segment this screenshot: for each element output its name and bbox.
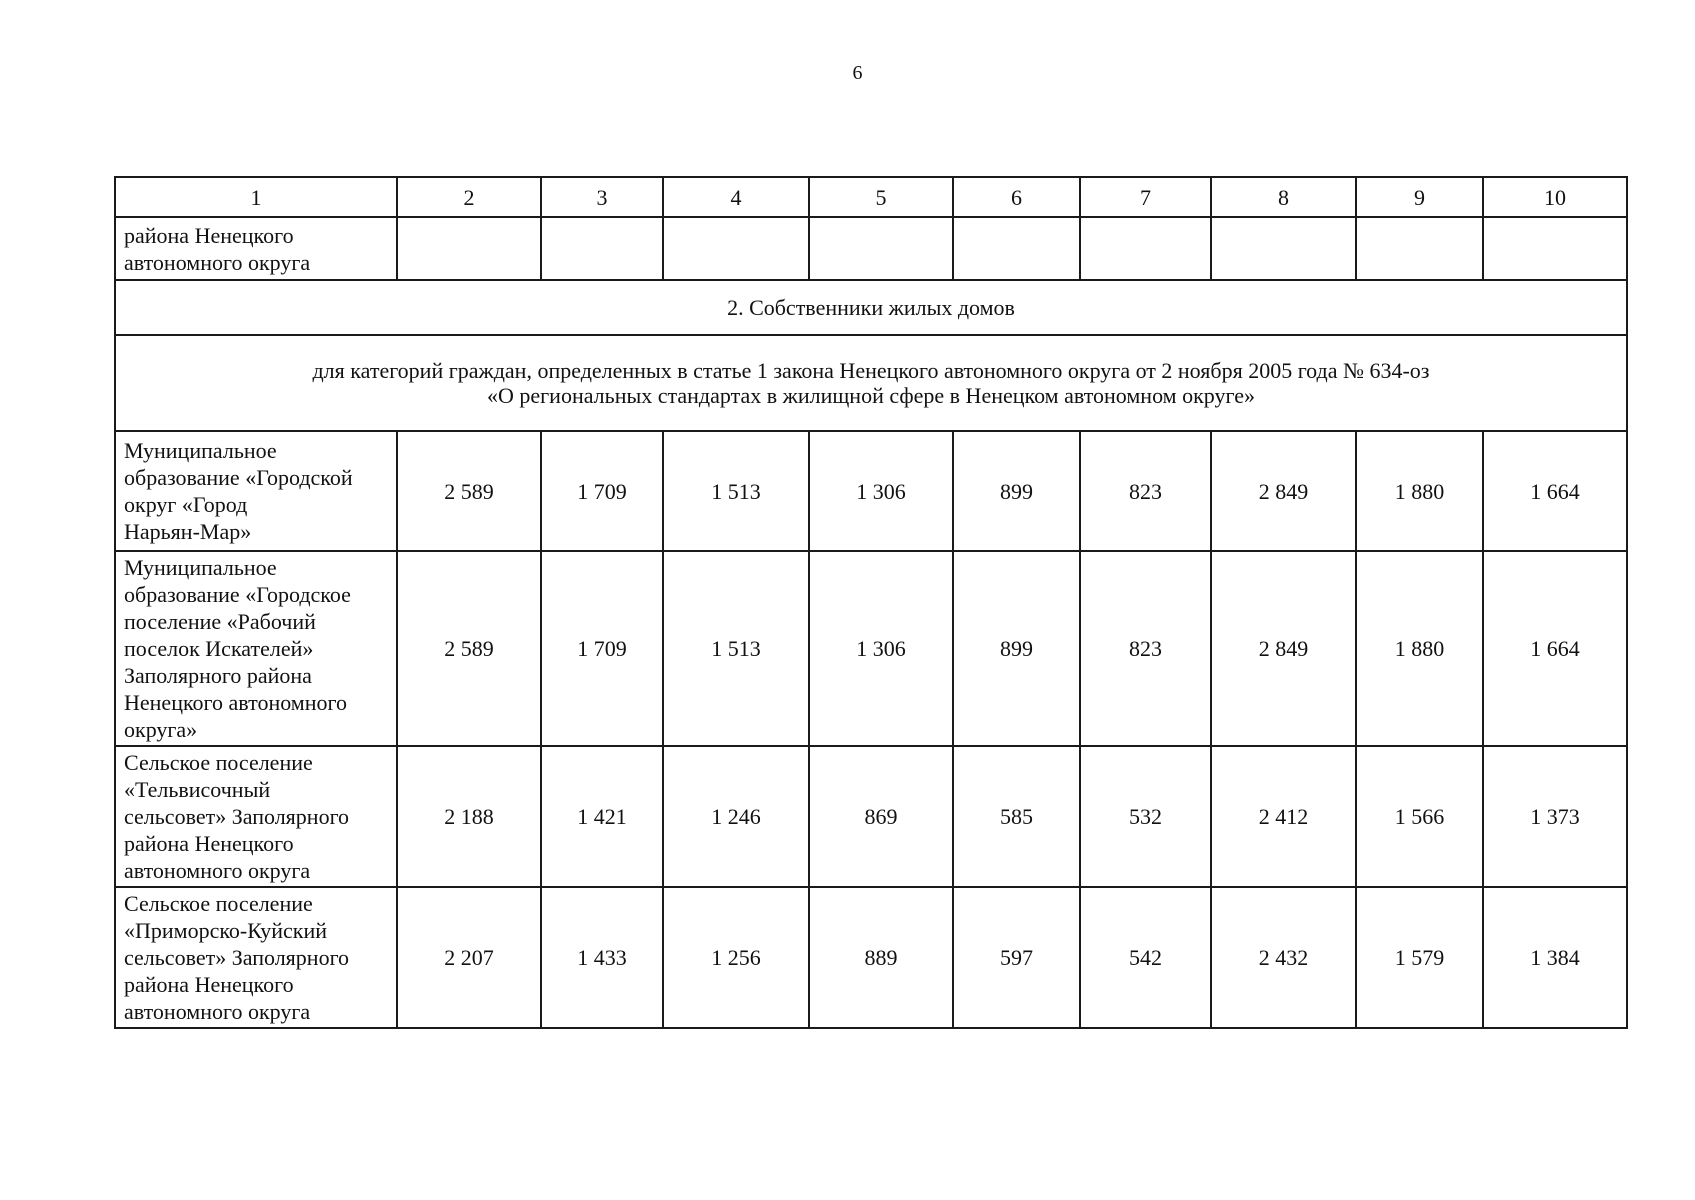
value-cell: 2 188 bbox=[397, 746, 541, 887]
row-name-line: Ненецкого автономного bbox=[124, 690, 347, 715]
column-number: 8 bbox=[1211, 177, 1356, 217]
value-cell: 1 709 bbox=[541, 431, 663, 551]
data-table bbox=[114, 176, 1628, 1029]
row-name-cell bbox=[115, 551, 397, 746]
value-cell: 1 709 bbox=[541, 551, 663, 746]
row-name-line: района Ненецкого bbox=[124, 831, 294, 856]
subsection-heading bbox=[115, 335, 1627, 431]
value-cell: 889 bbox=[809, 887, 953, 1028]
row-name-line: «Приморско-Куйский bbox=[124, 918, 328, 943]
row-name-line: Муниципальное bbox=[124, 555, 277, 580]
row-name-line: сельсовет» Заполярного bbox=[124, 945, 350, 970]
empty-cell bbox=[1211, 217, 1356, 280]
row-name-line: Нарьян-Мар» bbox=[124, 519, 252, 544]
column-number: 7 bbox=[1080, 177, 1211, 217]
subsection-line: для категорий граждан, определенных в статье 1 закона Ненецкого автономного округа от 2 ноября 2005 года № 634-оз bbox=[312, 358, 1430, 383]
value-cell: 2 432 bbox=[1211, 887, 1356, 1028]
value-cell: 1 566 bbox=[1356, 746, 1483, 887]
row-name-line: образование «Городской bbox=[124, 465, 353, 490]
row-name-line: автономного округа bbox=[124, 858, 311, 883]
value-cell: 899 bbox=[953, 551, 1080, 746]
empty-cell bbox=[397, 217, 541, 280]
row-name-line: «Тельвисочный bbox=[124, 777, 271, 802]
value-cell: 1 384 bbox=[1483, 887, 1627, 1028]
column-number: 10 bbox=[1483, 177, 1627, 217]
column-number: 6 bbox=[953, 177, 1080, 217]
empty-cell bbox=[1356, 217, 1483, 280]
table-row bbox=[115, 551, 1627, 746]
value-cell: 1 513 bbox=[663, 431, 809, 551]
value-cell: 542 bbox=[1080, 887, 1211, 1028]
row-name-line: сельсовет» Заполярного bbox=[124, 804, 350, 829]
value-cell: 1 664 bbox=[1483, 431, 1627, 551]
value-cell: 585 bbox=[953, 746, 1080, 887]
value-cell: 1 421 bbox=[541, 746, 663, 887]
value-cell: 823 bbox=[1080, 551, 1211, 746]
row-name-line: поселение «Рабочий bbox=[124, 609, 316, 634]
empty-cell bbox=[1483, 217, 1627, 280]
row-name-line: округ «Город bbox=[124, 492, 248, 517]
value-cell: 2 589 bbox=[397, 431, 541, 551]
column-number: 9 bbox=[1356, 177, 1483, 217]
row-name-cell bbox=[115, 746, 397, 887]
value-cell: 1 880 bbox=[1356, 551, 1483, 746]
value-cell: 2 589 bbox=[397, 551, 541, 746]
value-cell: 1 306 bbox=[809, 431, 953, 551]
section-title: 2. Собственники жилых домов bbox=[115, 280, 1627, 335]
row-name-line: района Ненецкого bbox=[124, 972, 294, 997]
row-name-line: Сельское поселение bbox=[124, 891, 313, 916]
empty-cell bbox=[663, 217, 809, 280]
value-cell: 1 579 bbox=[1356, 887, 1483, 1028]
value-cell: 597 bbox=[953, 887, 1080, 1028]
empty-cell bbox=[1080, 217, 1211, 280]
row-name-cell bbox=[115, 431, 397, 551]
section-row bbox=[115, 280, 1627, 335]
column-number: 2 bbox=[397, 177, 541, 217]
column-number: 5 bbox=[809, 177, 953, 217]
row-name-line: образование «Городское bbox=[124, 582, 351, 607]
column-number: 3 bbox=[541, 177, 663, 217]
row-name-line: округа» bbox=[124, 717, 198, 742]
value-cell: 2 849 bbox=[1211, 551, 1356, 746]
value-cell: 2 207 bbox=[397, 887, 541, 1028]
row-name-cell bbox=[115, 887, 397, 1028]
value-cell: 899 bbox=[953, 431, 1080, 551]
value-cell: 1 373 bbox=[1483, 746, 1627, 887]
value-cell: 1 664 bbox=[1483, 551, 1627, 746]
column-number-row bbox=[115, 177, 1627, 217]
value-cell: 2 412 bbox=[1211, 746, 1356, 887]
table-row bbox=[115, 746, 1627, 887]
value-cell: 1 256 bbox=[663, 887, 809, 1028]
value-cell: 1 306 bbox=[809, 551, 953, 746]
value-cell: 532 bbox=[1080, 746, 1211, 887]
row-name-line: Заполярного района bbox=[124, 663, 312, 688]
row-name-line: района Ненецкого bbox=[124, 222, 294, 248]
value-cell: 2 849 bbox=[1211, 431, 1356, 551]
subsection-row bbox=[115, 335, 1627, 431]
table-row bbox=[115, 431, 1627, 551]
row-name-line: Сельское поселение bbox=[124, 750, 313, 775]
value-cell: 1 513 bbox=[663, 551, 809, 746]
continuation-row bbox=[115, 217, 1627, 280]
value-cell: 1 433 bbox=[541, 887, 663, 1028]
subsection-line: «О региональных стандартах в жилищной сфере в Ненецком автономном округе» bbox=[487, 383, 1255, 408]
empty-cell bbox=[953, 217, 1080, 280]
row-name-line: Муниципальное bbox=[124, 438, 277, 463]
empty-cell bbox=[809, 217, 953, 280]
value-cell: 1 246 bbox=[663, 746, 809, 887]
empty-cell bbox=[541, 217, 663, 280]
row-name-cell bbox=[115, 217, 397, 280]
row-name-line: поселок Искателей» bbox=[124, 636, 314, 661]
row-name-line: автономного округа bbox=[124, 999, 311, 1024]
page-number: 6 bbox=[852, 62, 863, 84]
value-cell: 1 880 bbox=[1356, 431, 1483, 551]
table-row bbox=[115, 887, 1627, 1028]
column-number: 1 bbox=[115, 177, 397, 217]
row-name-line: автономного округа bbox=[124, 249, 311, 275]
column-number: 4 bbox=[663, 177, 809, 217]
value-cell: 869 bbox=[809, 746, 953, 887]
value-cell: 823 bbox=[1080, 431, 1211, 551]
